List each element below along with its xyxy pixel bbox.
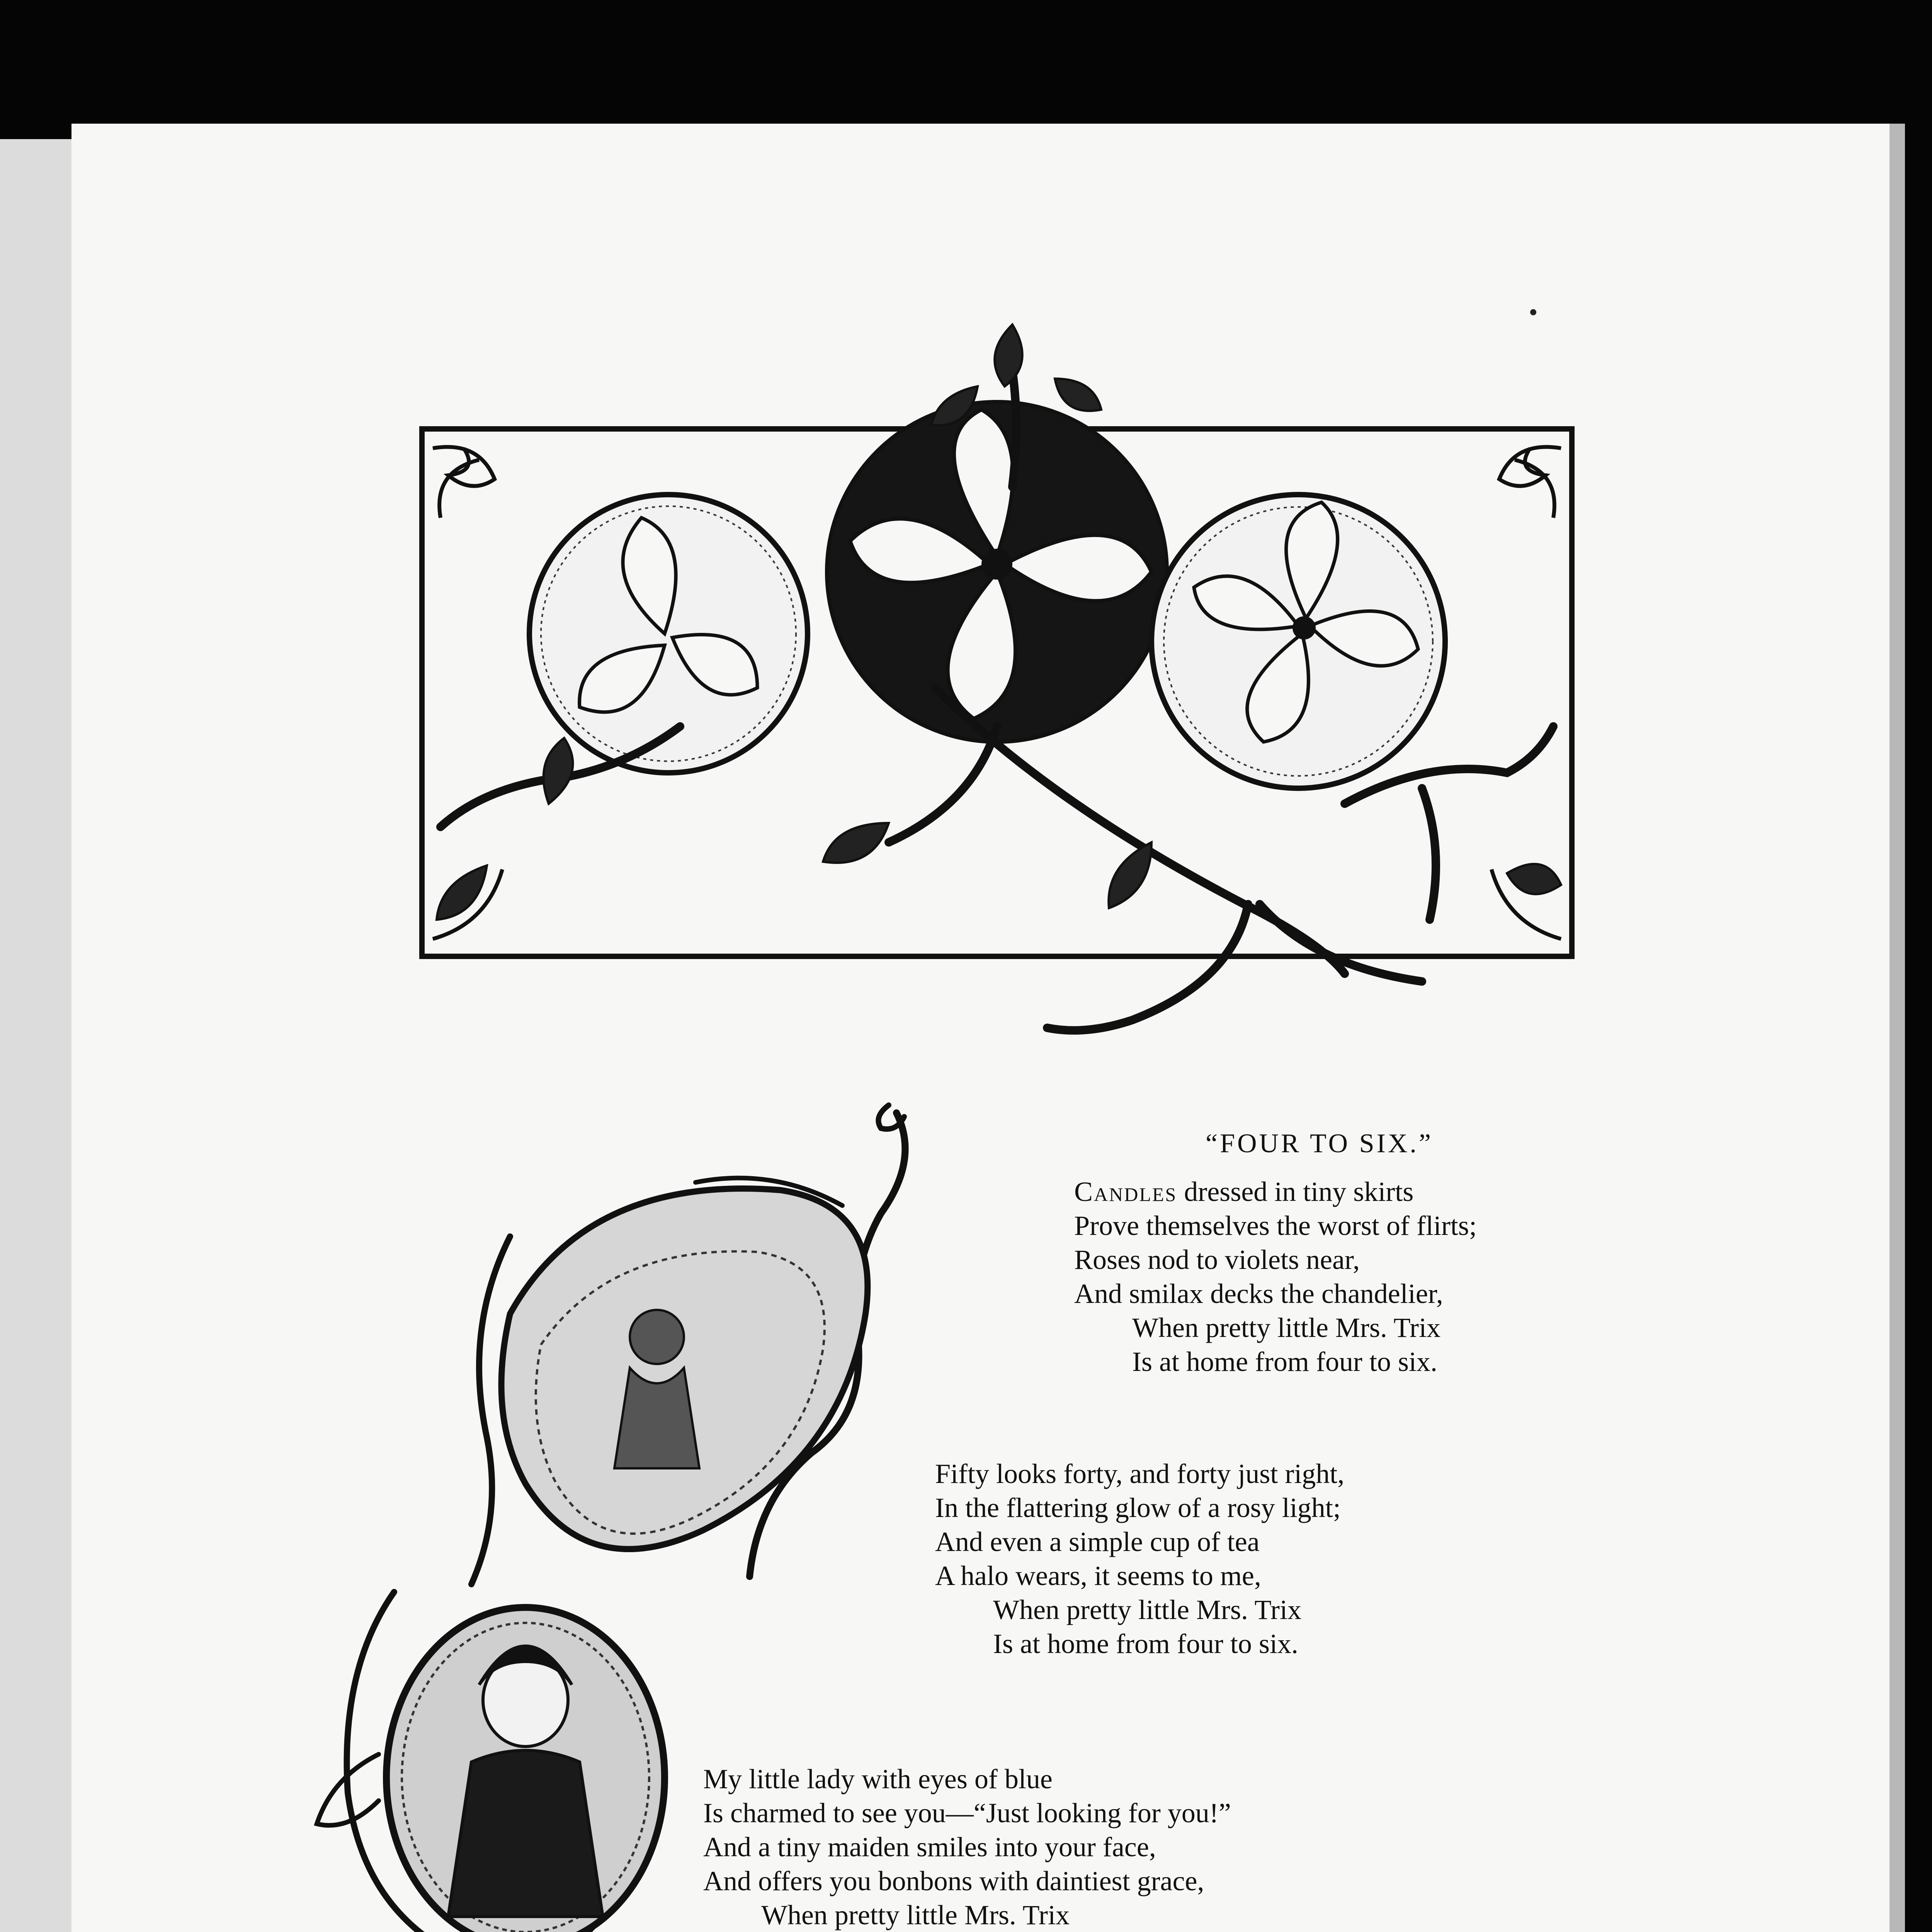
refrain-line: When pretty little Mrs. Trix bbox=[993, 1594, 1301, 1625]
stanza-3 bbox=[703, 1762, 1231, 1932]
poem-line: In the flattering glow of a rosy light; bbox=[935, 1492, 1341, 1523]
stanza-1 bbox=[1074, 1175, 1477, 1379]
poem-line: Prove themselves the worst of flirts; bbox=[1074, 1210, 1477, 1241]
poem-line: And smilax decks the chandelier, bbox=[1074, 1278, 1443, 1309]
poem-line: And a tiny maiden smiles into your face, bbox=[703, 1832, 1156, 1862]
poem-line: A halo wears, it seems to me, bbox=[935, 1560, 1261, 1591]
poem-line: dressed in tiny skirts bbox=[1177, 1176, 1414, 1207]
stanza-2 bbox=[935, 1457, 1344, 1661]
refrain-line: When pretty little Mrs. Trix bbox=[1132, 1312, 1440, 1343]
drop-word: Candles bbox=[1074, 1176, 1177, 1207]
poem-line: My little lady with eyes of blue bbox=[703, 1764, 1053, 1794]
poem-line: Fifty looks forty, and forty just right, bbox=[935, 1458, 1345, 1489]
poem-line: And offers you bonbons with daintiest grace, bbox=[703, 1866, 1204, 1896]
refrain-line: When pretty little Mrs. Trix bbox=[761, 1900, 1070, 1930]
refrain-line: Is at home from four to six. bbox=[1132, 1346, 1437, 1377]
refrain-line: Is at home from four to six. bbox=[993, 1628, 1298, 1659]
flower-branch-illustration bbox=[417, 301, 1584, 1113]
poem-line: Roses nod to violets near, bbox=[1074, 1244, 1360, 1275]
poem-line: And even a simple cup of tea bbox=[935, 1526, 1260, 1557]
poem-title: “FOUR TO SIX.” bbox=[1206, 1129, 1433, 1158]
page-fore-edge bbox=[1889, 124, 1905, 1932]
poem-line: Is charmed to see you—“Just looking for you!” bbox=[703, 1798, 1231, 1828]
left-page-edge bbox=[0, 139, 83, 1932]
page-speck bbox=[1530, 309, 1536, 315]
